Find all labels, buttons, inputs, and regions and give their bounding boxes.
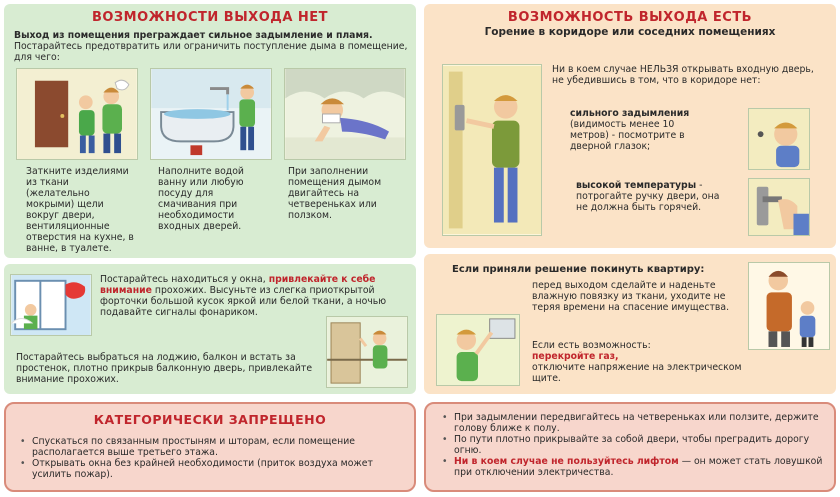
elevator-warning-rest: — он может стать ловушкой при отключении электричества. xyxy=(454,456,823,478)
window-panel xyxy=(4,264,416,394)
heat-check-rest: - потрогайте ручку двери, она не должна быть горячей. xyxy=(576,180,720,213)
window-signal-illustration xyxy=(10,274,92,336)
no-exit-panel xyxy=(4,4,416,258)
seal-door-illustration xyxy=(16,68,138,160)
forbidden-item: • Открывать окна без крайней необходимости (приток воздуха может усилить пожар). xyxy=(20,458,402,480)
heat-check-bold: высокой температуры xyxy=(576,180,697,191)
wet-mask-illustration xyxy=(436,314,520,386)
leave-panel xyxy=(424,254,836,394)
fill-bath-caption: Наполните водой ванну или любую посуду для смачивания при необходимости входных дверей. xyxy=(158,166,244,232)
smoke-check-rest: (видимость менее 10 метров) - посмотрите в дверной глазок; xyxy=(570,119,685,152)
crawl-illustration xyxy=(284,68,406,160)
door-check-illustration xyxy=(442,64,542,236)
forbidden-list xyxy=(20,436,402,480)
no-exit-lead-text: Постарайтесь предотвратить или ограничить поступление дыма в помещение, для чего: xyxy=(14,41,408,63)
no-exit-title: ВОЗМОЖНОСТИ ВЫХОДА НЕТ xyxy=(91,10,329,25)
heat-check-text xyxy=(576,180,726,213)
leave-power-off: отключите напряжение на электрическом щите. xyxy=(532,362,742,384)
door-handle-illustration xyxy=(748,178,810,236)
forbidden-title: КАТЕГОРИЧЕСКИ ЗАПРЕЩЕНО xyxy=(93,412,327,427)
smoke-check-text xyxy=(570,108,716,152)
balcony-paragraph: Постарайтесь выбраться на лоджию, балкон и встать за простенок, плотно прикрыв балконную дверь, привлекайте внимание прохожих. xyxy=(16,352,313,385)
forbidden-item: • Спускаться по связанным простыням и шторам, если помещение располагается выше третьего этажа. xyxy=(20,436,402,458)
tips-item-elevator xyxy=(442,456,826,478)
exit-intro: Ни в коем случае НЕЛЬЗЯ открывать входную дверь, не убедившись в том, что в коридоре нет: xyxy=(552,64,814,86)
window-text-b: прохожих. Высуньте из слегка приоткрытой форточки большой кусок яркой или белой ткани, а ночью подавайте сигналы фонариком. xyxy=(100,285,387,318)
leave-heading: Если приняли решение покинуть квартиру: xyxy=(452,264,705,275)
balcony-illustration xyxy=(326,316,408,388)
smoke-check-bold: сильного задымления xyxy=(570,108,690,119)
crawl-caption: При заполнении помещения дымом двигайтесь на четвереньках или ползком. xyxy=(288,166,382,221)
window-paragraph xyxy=(100,274,408,318)
seal-door-caption: Заткните изделиями из ткани (желательно мокрыми) щели вокруг двери, вентиляционные отверстия на кухне, в ванне, в туалете. xyxy=(26,166,134,254)
tips-item: • При задымлении передвигайтесь на четвереньках или ползите, держите голову ближе к полу. xyxy=(442,412,826,434)
leave-gas-intro: Если есть возможность: xyxy=(532,340,651,351)
tips-item: • По пути плотно прикрывайте за собой двери, чтобы преградить дорогу огню. xyxy=(442,434,826,456)
no-exit-lead xyxy=(14,30,410,63)
tips-list xyxy=(442,412,826,478)
exit-title: ВОЗМОЖНОСТЬ ВЫХОДА ЕСТЬ xyxy=(507,10,753,25)
leave-gas-off: перекройте газ, xyxy=(532,351,619,362)
elevator-warning: Ни в коем случае не пользуйтесь лифтом xyxy=(454,456,679,467)
leave-paragraph-1: перед выходом сделайте и наденьте влажную повязку из ткани, уходите не теряя времени на спасение имущества. xyxy=(532,280,730,313)
family-exit-illustration xyxy=(748,262,830,350)
tips-panel xyxy=(424,402,836,492)
exit-panel xyxy=(424,4,836,248)
forbidden-panel xyxy=(4,402,416,492)
fill-bath-illustration xyxy=(150,68,272,160)
window-text-a: Постарайтесь находиться у окна, xyxy=(100,274,266,285)
exit-subtitle: Горение в коридоре или соседних помещениях xyxy=(484,26,776,38)
peephole-illustration xyxy=(748,108,810,170)
no-exit-lead-bold: Выход из помещения преграждает сильное задымление и пламя. xyxy=(14,30,373,41)
window-text-attention: привлекайте к себе внимание xyxy=(100,274,376,296)
leave-paragraph-2 xyxy=(532,340,742,384)
